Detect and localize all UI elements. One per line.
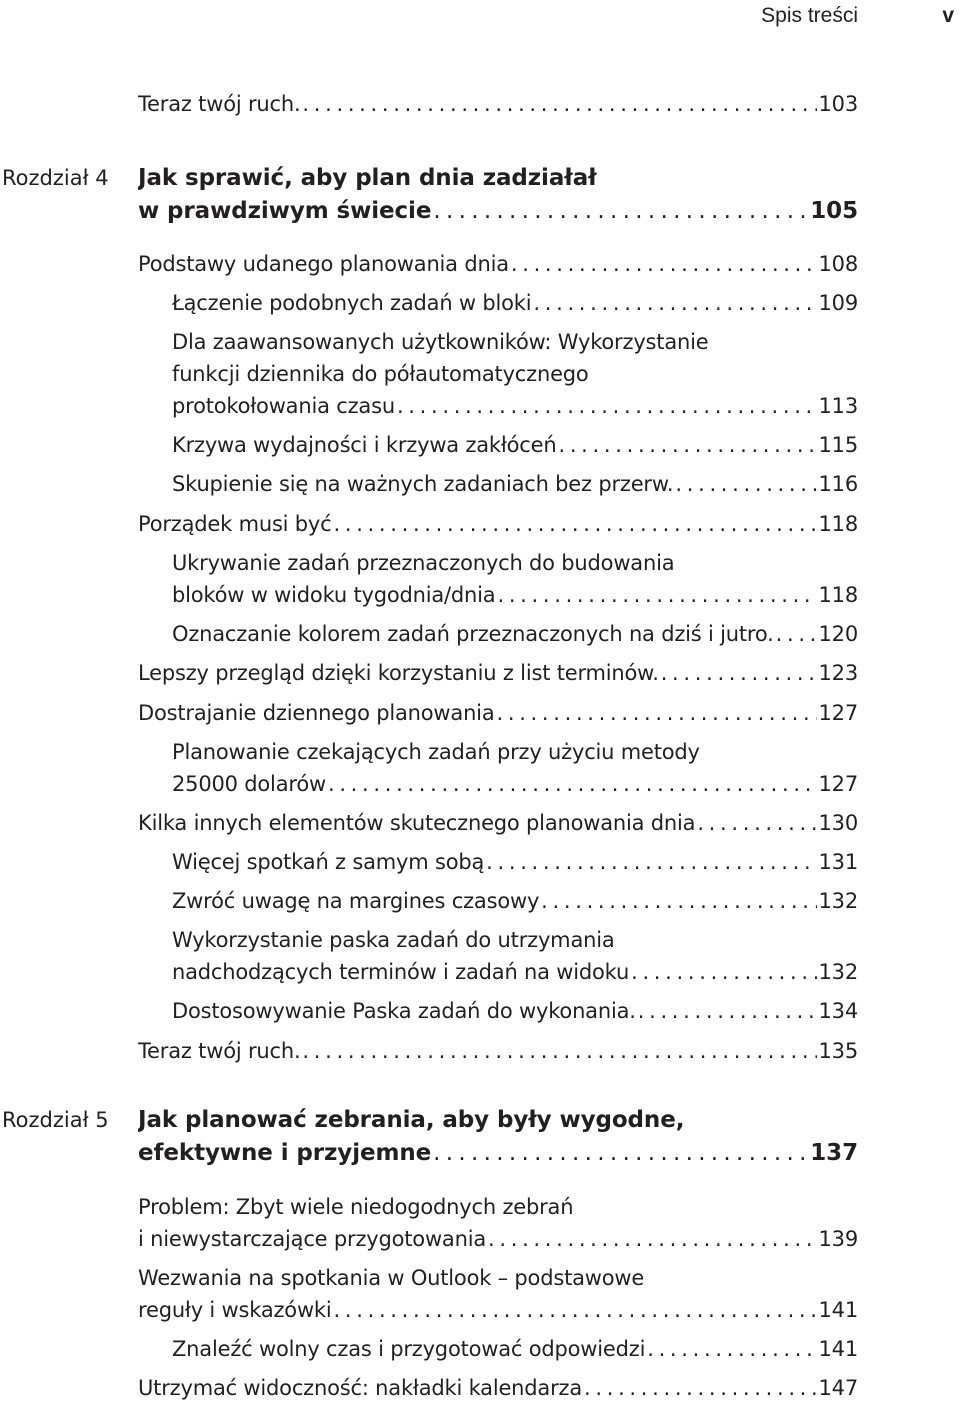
toc-entry-line: Jak planować zebrania, aby były wygodne,	[138, 1107, 685, 1133]
toc-page-number: 116	[818, 472, 858, 496]
dot-leader	[397, 390, 817, 422]
toc-entry[interactable]	[172, 547, 858, 611]
toc-entry-title: nadchodzących terminów i zadań na widoku	[172, 960, 630, 984]
toc-page-number: 132	[818, 960, 858, 984]
toc-entry-line: Wezwania na spotkania w Outlook – podstawowe	[138, 1266, 645, 1290]
toc-entry[interactable]	[172, 618, 858, 650]
toc-page-number: 109	[818, 291, 858, 315]
toc-entry-line: Dla zaawansowanych użytkowników: Wykorzystanie	[172, 330, 709, 354]
dot-leader	[541, 885, 816, 917]
toc-entry[interactable]	[138, 1191, 858, 1255]
dot-leader	[675, 468, 816, 500]
toc-entry-last-line	[138, 807, 858, 839]
toc-entry-last-line	[172, 995, 858, 1027]
toc-entry-line: Planowanie czekających zadań przy użyciu metody	[172, 740, 700, 764]
page-number: v	[942, 4, 954, 27]
toc-entry-title: Kilka innych elementów skutecznego planowania dnia	[138, 811, 696, 835]
dot-leader	[488, 1223, 817, 1255]
toc-entry-line: Ukrywanie zadań przeznaczonych do budowania	[172, 551, 675, 575]
toc-entry-last-line	[172, 885, 858, 917]
toc-entry-last-line	[172, 579, 858, 611]
toc-entry-last-line	[138, 88, 858, 120]
dot-leader	[631, 956, 816, 988]
toc-entry-title: protokołowania czasu	[172, 394, 395, 418]
toc-entry[interactable]	[172, 736, 858, 800]
toc-entry[interactable]	[138, 1372, 858, 1404]
toc-entry[interactable]	[172, 429, 858, 461]
toc-entry-title: Lepszy przegląd dzięki korzystaniu z list terminów.	[138, 661, 659, 685]
toc-entry-title: Łączenie podobnych zadań w bloki	[172, 291, 532, 315]
toc-entry-title: Utrzymać widoczność: nakładki kalendarza	[138, 1376, 583, 1400]
toc-page-number: 131	[818, 850, 858, 874]
dot-leader	[558, 429, 816, 461]
toc-entry-title: i niewystarczające przygotowania	[138, 1227, 487, 1251]
dot-leader	[328, 768, 817, 800]
toc-entry-title: Krzywa wydajności i krzywa zakłóceń	[172, 433, 557, 457]
toc-entry-title: Teraz twój ruch.	[138, 92, 301, 116]
toc-entry-last-line	[172, 429, 858, 461]
toc-page-number: 141	[818, 1298, 858, 1322]
toc-entry[interactable]	[172, 287, 858, 319]
toc-entry-last-line	[172, 1333, 858, 1365]
dot-leader	[433, 1137, 808, 1170]
toc-entry[interactable]	[172, 924, 858, 988]
toc-chapter-entry[interactable]	[138, 1104, 858, 1170]
toc-entry-title: Porządek musi być	[138, 512, 332, 536]
toc-entry-last-line	[172, 768, 858, 800]
toc-page-number: 103	[818, 92, 858, 116]
toc-entry[interactable]	[172, 468, 858, 500]
toc-page-number: 113	[818, 394, 858, 418]
toc-page-number: 130	[818, 811, 858, 835]
toc-page-number: 147	[818, 1376, 858, 1400]
toc-chapter-entry[interactable]	[138, 162, 858, 228]
dot-leader	[647, 1333, 816, 1365]
toc-entry-last-line	[138, 1372, 858, 1404]
toc-page-number: 105	[810, 198, 858, 224]
toc-entry-title: Dostrajanie dziennego planowania	[138, 701, 495, 725]
toc-entry-last-line	[172, 618, 858, 650]
dot-leader	[697, 807, 816, 839]
chapter-label: Rozdział 4	[2, 166, 109, 190]
toc-page-number: 127	[818, 701, 858, 725]
toc-entry-title: Znaleźć wolny czas i przygotować odpowiedzi	[172, 1337, 646, 1361]
dot-leader	[486, 846, 816, 878]
dot-leader	[334, 1294, 817, 1326]
toc-page-number: 132	[818, 889, 858, 913]
section-title: Spis treści	[761, 4, 858, 27]
toc-entry[interactable]	[138, 657, 858, 689]
dot-leader	[334, 508, 817, 540]
toc-entry[interactable]	[138, 88, 858, 120]
toc-entry-title: Skupienie się na ważnych zadaniach bez przerw.	[172, 472, 674, 496]
toc-entry-last-line	[172, 390, 858, 422]
toc-page-number: 137	[810, 1140, 858, 1166]
toc-entry[interactable]	[138, 807, 858, 839]
toc-entry-last-line	[138, 1035, 858, 1067]
toc-entry-last-line	[138, 195, 858, 228]
toc-entry[interactable]	[172, 995, 858, 1027]
toc-entry-last-line	[138, 248, 858, 280]
toc-entry[interactable]	[172, 885, 858, 917]
toc-page-number: 118	[818, 583, 858, 607]
toc-page-number: 123	[818, 661, 858, 685]
toc-page-number: 108	[818, 252, 858, 276]
toc-entry[interactable]	[138, 697, 858, 729]
toc-entry-title: Teraz twój ruch.	[138, 1039, 301, 1063]
toc-entry[interactable]	[172, 1333, 858, 1365]
toc-page-number: 127	[818, 772, 858, 796]
dot-leader	[584, 1372, 817, 1404]
dot-leader	[776, 618, 817, 650]
toc-page-number: 134	[818, 999, 858, 1023]
toc-page-number: 135	[818, 1039, 858, 1063]
toc-entry-last-line	[172, 956, 858, 988]
toc-entry-line: Problem: Zbyt wiele niedogodnych zebrań	[138, 1195, 574, 1219]
dot-leader	[638, 995, 817, 1027]
toc-entry-last-line	[172, 846, 858, 878]
toc-entry-title: Zwróć uwagę na margines czasowy	[172, 889, 540, 913]
dot-leader	[433, 195, 808, 228]
toc-entry-last-line	[138, 508, 858, 540]
toc-entry-line: funkcji dziennika do półautomatycznego	[172, 362, 589, 386]
toc-entry-title: bloków w widoku tygodnia/dnia	[172, 583, 496, 607]
toc-entry[interactable]	[138, 508, 858, 540]
toc-entry-title: 25000 dolarów	[172, 772, 326, 796]
toc-entry-title: Dostosowywanie Paska zadań do wykonania.	[172, 999, 636, 1023]
toc-entry-last-line	[172, 287, 858, 319]
toc-entry-last-line	[172, 468, 858, 500]
toc-entry-line: Jak sprawić, aby plan dnia zadziałał	[138, 165, 597, 191]
toc-page-number: 139	[818, 1227, 858, 1251]
toc-page-number: 118	[818, 512, 858, 536]
dot-leader	[533, 287, 816, 319]
toc-entry-last-line	[138, 1294, 858, 1326]
toc-entry-last-line	[138, 657, 858, 689]
dot-leader	[302, 1035, 816, 1067]
toc-entry-title: w prawdziwym świecie	[138, 198, 432, 224]
toc-entry-title: efektywne i przyjemne	[138, 1140, 432, 1166]
toc-entry[interactable]	[138, 1035, 858, 1067]
toc-entry[interactable]	[138, 248, 858, 280]
toc-entry-title: Więcej spotkań z samym sobą	[172, 850, 485, 874]
toc-entry-last-line	[138, 1137, 858, 1170]
toc-entry-title: reguły i wskazówki	[138, 1298, 332, 1322]
toc-entry-last-line	[138, 697, 858, 729]
dot-leader	[511, 248, 817, 280]
dot-leader	[497, 697, 817, 729]
toc-entry[interactable]	[172, 326, 858, 422]
chapter-label: Rozdział 5	[2, 1108, 109, 1132]
toc-entry-line: Wykorzystanie paska zadań do utrzymania	[172, 928, 615, 952]
toc-entry-last-line	[138, 1223, 858, 1255]
toc-entry[interactable]	[138, 1262, 858, 1326]
toc-entry[interactable]	[172, 846, 858, 878]
toc-page-number: 120	[818, 622, 858, 646]
toc-page-number: 141	[818, 1337, 858, 1361]
toc-entry-title: Oznaczanie kolorem zadań przeznaczonych na dziś i jutro.	[172, 622, 774, 646]
dot-leader	[497, 579, 816, 611]
toc-page-number: 115	[818, 433, 858, 457]
dot-leader	[661, 657, 817, 689]
toc-entry-title: Podstawy udanego planowania dnia	[138, 252, 509, 276]
dot-leader	[302, 88, 816, 120]
